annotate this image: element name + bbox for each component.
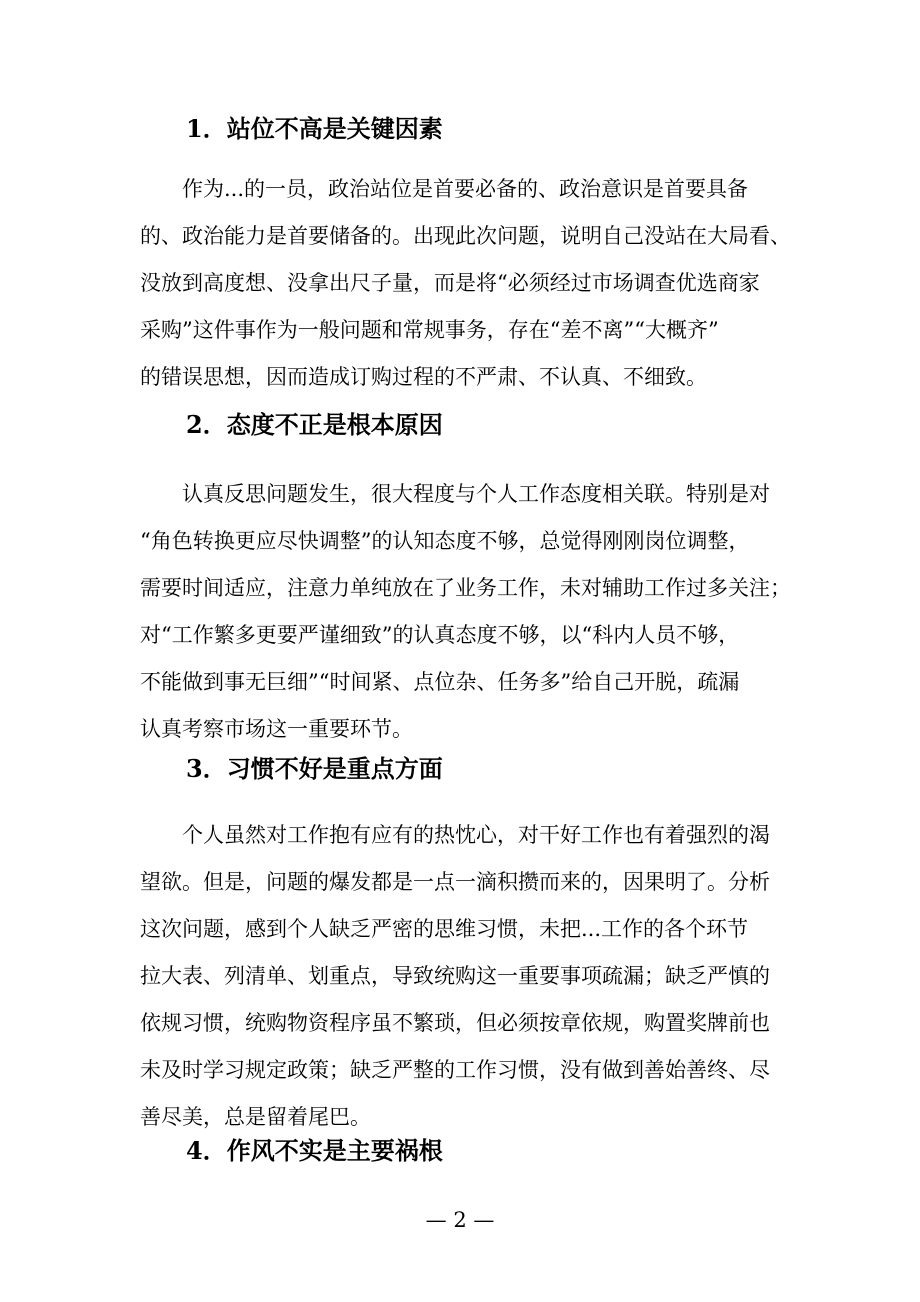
- section-2-paragraph: [140, 471, 791, 753]
- paragraph-line: 依规习惯，统购物资程序虽不繁琐，但必须按章依规，购置奖牌前也: [140, 1011, 770, 1035]
- paragraph-line: 这次问题，感到个人缺乏严密的思维习惯，未把...工作的各个环节: [140, 917, 749, 941]
- page-number: — 2 —: [425, 1208, 495, 1232]
- paragraph-line: 望欲。但是，问题的爆发都是一点一滴积攒而来的，因果明了。分析: [140, 870, 770, 894]
- paragraph-line: 认真考察市场这一重要环节。: [140, 717, 413, 741]
- paragraph-line: 作为...的一员，政治站位是首要必备的、政治意识是首要具备: [140, 177, 749, 201]
- paragraph-line: 没放到高度想、没拿出尺子量，而是将“必须经过市场调查优选商家: [140, 271, 760, 295]
- section-1-paragraph: [140, 166, 791, 401]
- section-1-heading: 1．站位不高是关键因素: [186, 114, 443, 143]
- paragraph-line: 认真反思问题发生，很大程度与个人工作态度相关联。特别是对: [140, 482, 770, 506]
- section-4-heading: 4．作风不实是主要祸根: [186, 1136, 443, 1165]
- paragraph-line: 未及时学习规定政策；缺乏严整的工作习惯，没有做到善始善终、尽: [140, 1058, 770, 1082]
- paragraph-line: 的、政治能力是首要储备的。出现此次问题，说明自己没站在大局看、: [140, 224, 791, 248]
- paragraph-line: 拉大表、列清单、划重点，导致统购这一重要事项疏漏；缺乏严慎的: [140, 964, 770, 988]
- section-2-heading: 2．态度不正是根本原因: [186, 410, 443, 439]
- section-3-paragraph: [140, 812, 780, 1141]
- paragraph-line: 需要时间适应，注意力单纯放在了业务工作，未对辅助工作过多关注；: [140, 576, 791, 600]
- paragraph-line: “角色转换更应尽快调整”的认知态度不够，总觉得刚刚岗位调整，: [140, 529, 750, 553]
- paragraph-line: 不能做到事无巨细”“时间紧、点位杂、任务多”给自己开脱，疏漏: [140, 670, 740, 694]
- paragraph-line: 对“工作繁多更要严谨细致”的认真态度不够，以“科内人员不够，: [140, 623, 740, 647]
- paragraph-line: 采购”这件事作为一般问题和常规事务，存在“差不离”“大概齐”: [140, 318, 719, 342]
- section-3-heading: 3．习惯不好是重点方面: [186, 754, 443, 783]
- paragraph-line: 个人虽然对工作抱有应有的热忱心，对干好工作也有着强烈的渴: [140, 823, 770, 847]
- paragraph-line: 善尽美，总是留着尾巴。: [140, 1105, 371, 1129]
- paragraph-line: 的错误思想，因而造成订购过程的不严肃、不认真、不细致。: [140, 365, 707, 389]
